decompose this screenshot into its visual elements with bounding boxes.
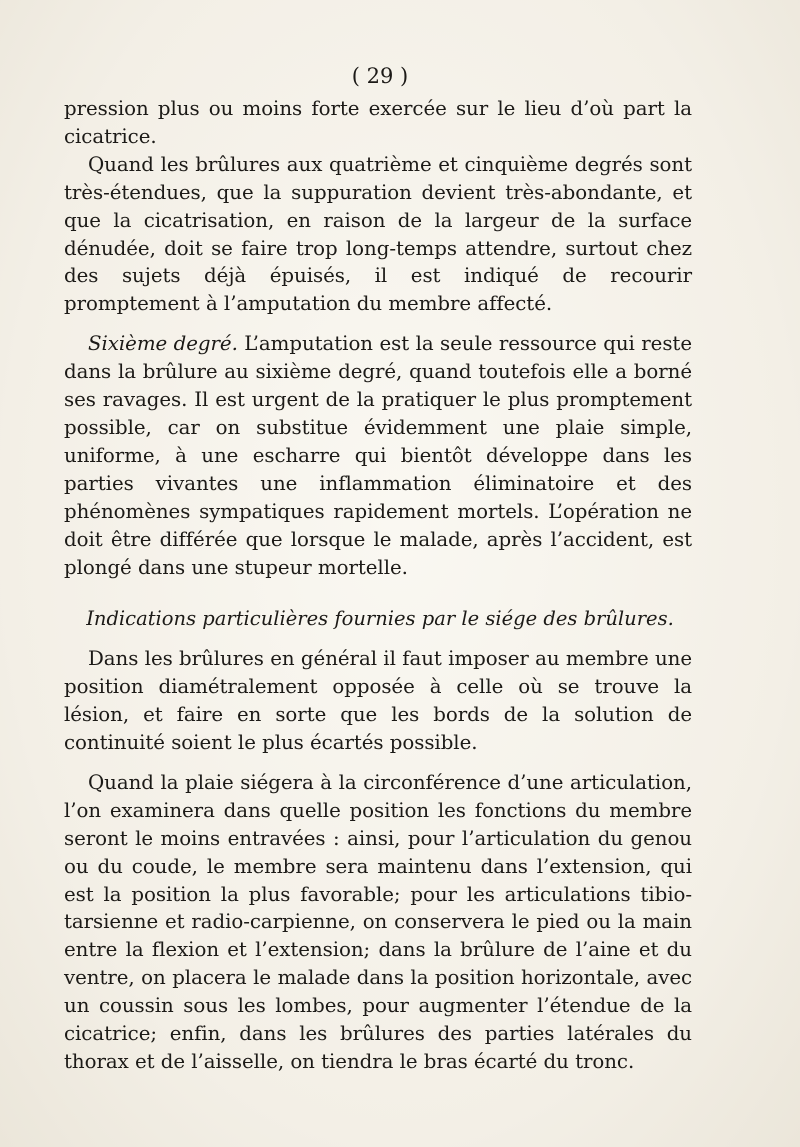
sixth-degree-text: L’amputation est la seule ressource qui reste dans la brûlure au sixième degré, quand toutefois elle a borné ses ravages. Il est urgent de la pratiquer le plus promptement possible, car on substitue évidemment une plaie simple, uniforme, à une escharre qui bientôt développe dans les parties vivantes une inflammation éliminatoire et des phénomènes sympatiques rapidement mortels. L’opération ne doit être différée que lorsque le malade, après l’accident, est plongé dans une stupeur mortelle.	[64, 332, 692, 579]
paragraph-sixth-degree	[64, 330, 692, 581]
paragraph-continuation: pression plus ou moins forte exercée sur le lieu d’où part la cicatrice.	[64, 97, 692, 148]
sixth-degree-label: Sixième degré.	[88, 332, 238, 356]
paragraph-amputation-indication: Quand les brûlures aux quatrième et cinquième degrés sont très-étendues, que la suppuration devient très-abondante, et que la cicatrisation, en raison de la largeur de la surface dénudée, doit se faire trop long-temps attendre, surtout chez des sujets déjà épuisés, il est indiqué de recourir promptement à l’amputation du membre affecté.	[64, 152, 692, 316]
text-block	[64, 62, 692, 1076]
section-heading: Indications particulières fournies par le siége des brûlures.	[86, 607, 674, 631]
paragraph-limb-position: Dans les brûlures en général il faut imposer au membre une position diamétralement opposée à celle où se trouve la lésion, et faire en sorte que les bords de la solution de continuité soient le plus écartés possible.	[64, 647, 692, 755]
paragraph-articulation: Quand la plaie siégera à la circonférence d’une articulation, l’on examinera dans quelle position les fonctions du membre seront le moins entravées : ainsi, pour l’articulation du genou ou du coude, le membre sera maintenu dans l’extension, qui est la position la plus favorable; pour les articulations tibio-tarsienne et radio-carpienne, on conservera le pied ou la main entre la flexion et l’extension; dans la brûlure de l’aine et du ventre, on placera le malade dans la position horizontale, avec un coussin sous les lombes, pour augmenter l’étendue de la cicatrice; enfin, dans les brûlures des parties latérales du thorax et de l’aisselle, on tiendra le bras écarté du tronc.	[64, 770, 692, 1073]
page-number: ( 29 )	[351, 64, 409, 88]
